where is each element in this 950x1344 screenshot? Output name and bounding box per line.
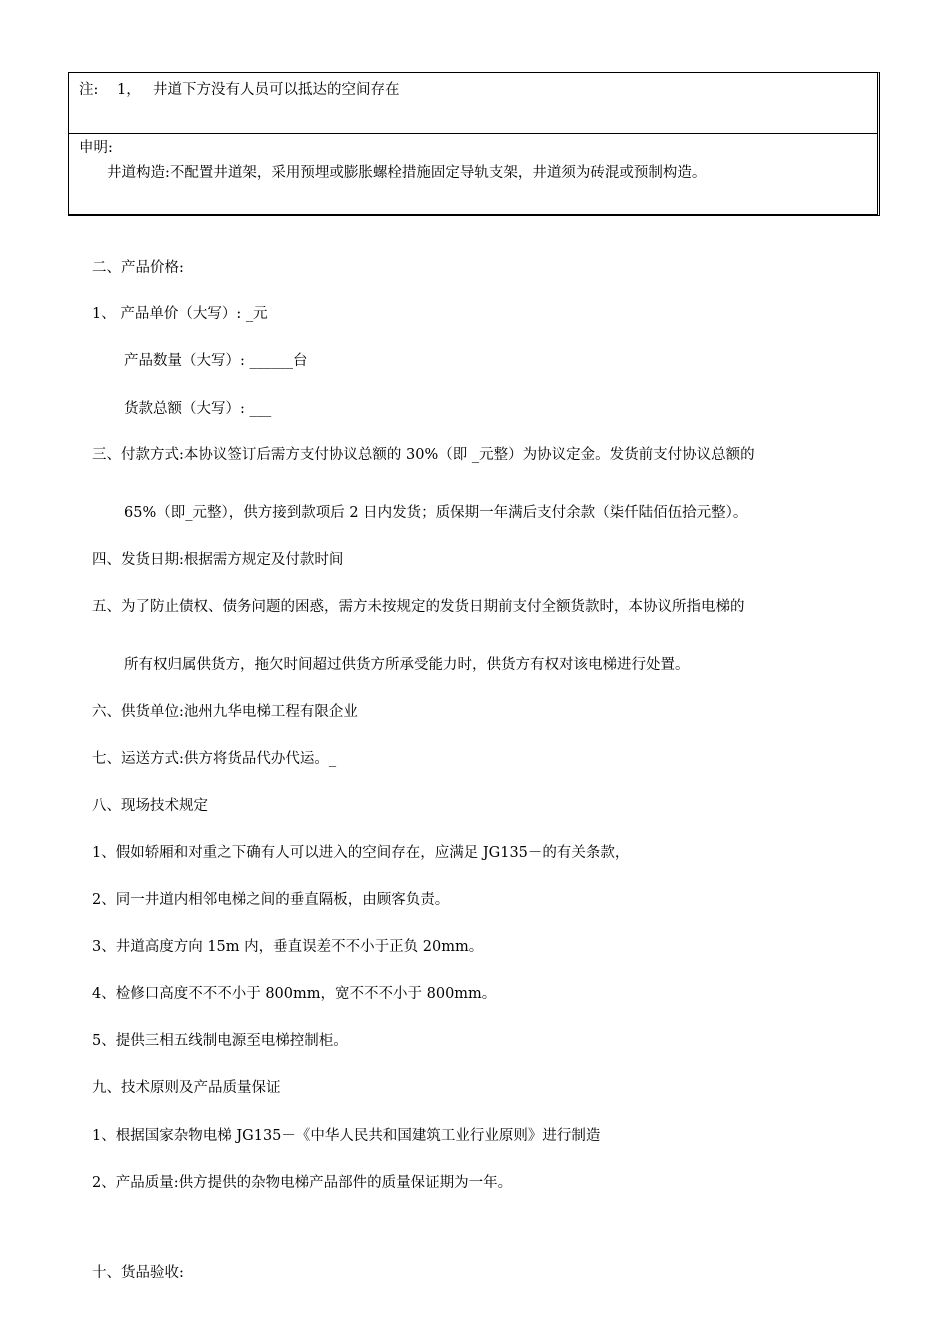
section-2-title: 二、产品价格: xyxy=(92,260,184,276)
note-box xyxy=(68,72,880,216)
section-8-item: 3、井道高度方向 15m 内，垂直误差不不小于正负 20mm。 xyxy=(92,939,484,955)
section-9-item: 1、根据国家杂物电梯 JG135－《中华人民共和国建筑工业行业原则》进行制造 xyxy=(92,1128,601,1144)
note-number: 1， xyxy=(117,82,141,98)
section-9-title: 九、技术原则及产品质量保证 xyxy=(92,1080,281,1096)
statement-label: 申明: xyxy=(79,140,113,156)
note-row xyxy=(69,73,877,134)
section-8-item: 1、假如轿厢和对重之下确有人可以进入的空间存在，应满足 JG135－的有关条款， xyxy=(92,845,630,861)
section-8-item: 5、提供三相五线制电源至电梯控制柜。 xyxy=(92,1033,348,1049)
statement-text: 井道构造:不配置井道架，采用预埋或膨胀螺栓措施固定导轨支架，井道须为砖混或预制构造。 xyxy=(107,165,707,181)
section-5-line-1: 五、为了防止债权、债务问题的困惑，需方未按规定的发货日期前支付全额货款时，本协议所指电梯的 xyxy=(92,599,745,615)
section-7: 七、运送方式:供方将货品代办代运。_ xyxy=(92,751,337,767)
note-label: 注: xyxy=(79,82,99,98)
section-9-item: 2、产品质量:供方提供的杂物电梯产品部件的质量保证期为一年。 xyxy=(92,1175,513,1191)
section-3-line-1: 三、付款方式:本协议签订后需方支付协议总额的 30%（即 _元整）为协议定金。发货前支付协议总额的 xyxy=(92,447,755,463)
section-8-item: 4、检修口高度不不不小于 800mm，宽不不不小于 800mm。 xyxy=(92,986,497,1002)
section-10-title: 十、货品验收: xyxy=(92,1265,184,1281)
section-8-title: 八、现场技术规定 xyxy=(92,798,208,814)
total-amount: 货款总额（大写）: ___ xyxy=(124,401,272,417)
section-3-line-2: 65%（即_元整），供方接到款项后 2 日内发货；质保期一年满后支付余款（柒仟陆佰伍拾元整）。 xyxy=(124,505,748,521)
section-5-line-2: 所有权归属供货方，拖欠时间超过供货方所承受能力时，供货方有权对该电梯进行处置。 xyxy=(124,657,690,673)
note-text: 井道下方没有人员可以抵达的空间存在 xyxy=(153,82,400,98)
unit-price: 1、 产品单价（大写）: _元 xyxy=(92,306,268,322)
section-4: 四、发货日期:根据需方规定及付款时间 xyxy=(92,552,344,568)
quantity: 产品数量（大写）: ______台 xyxy=(124,353,308,369)
section-6: 六、供货单位:池州九华电梯工程有限企业 xyxy=(92,704,358,720)
section-8-item: 2、同一井道内相邻电梯之间的垂直隔板，由顾客负责。 xyxy=(92,892,450,908)
